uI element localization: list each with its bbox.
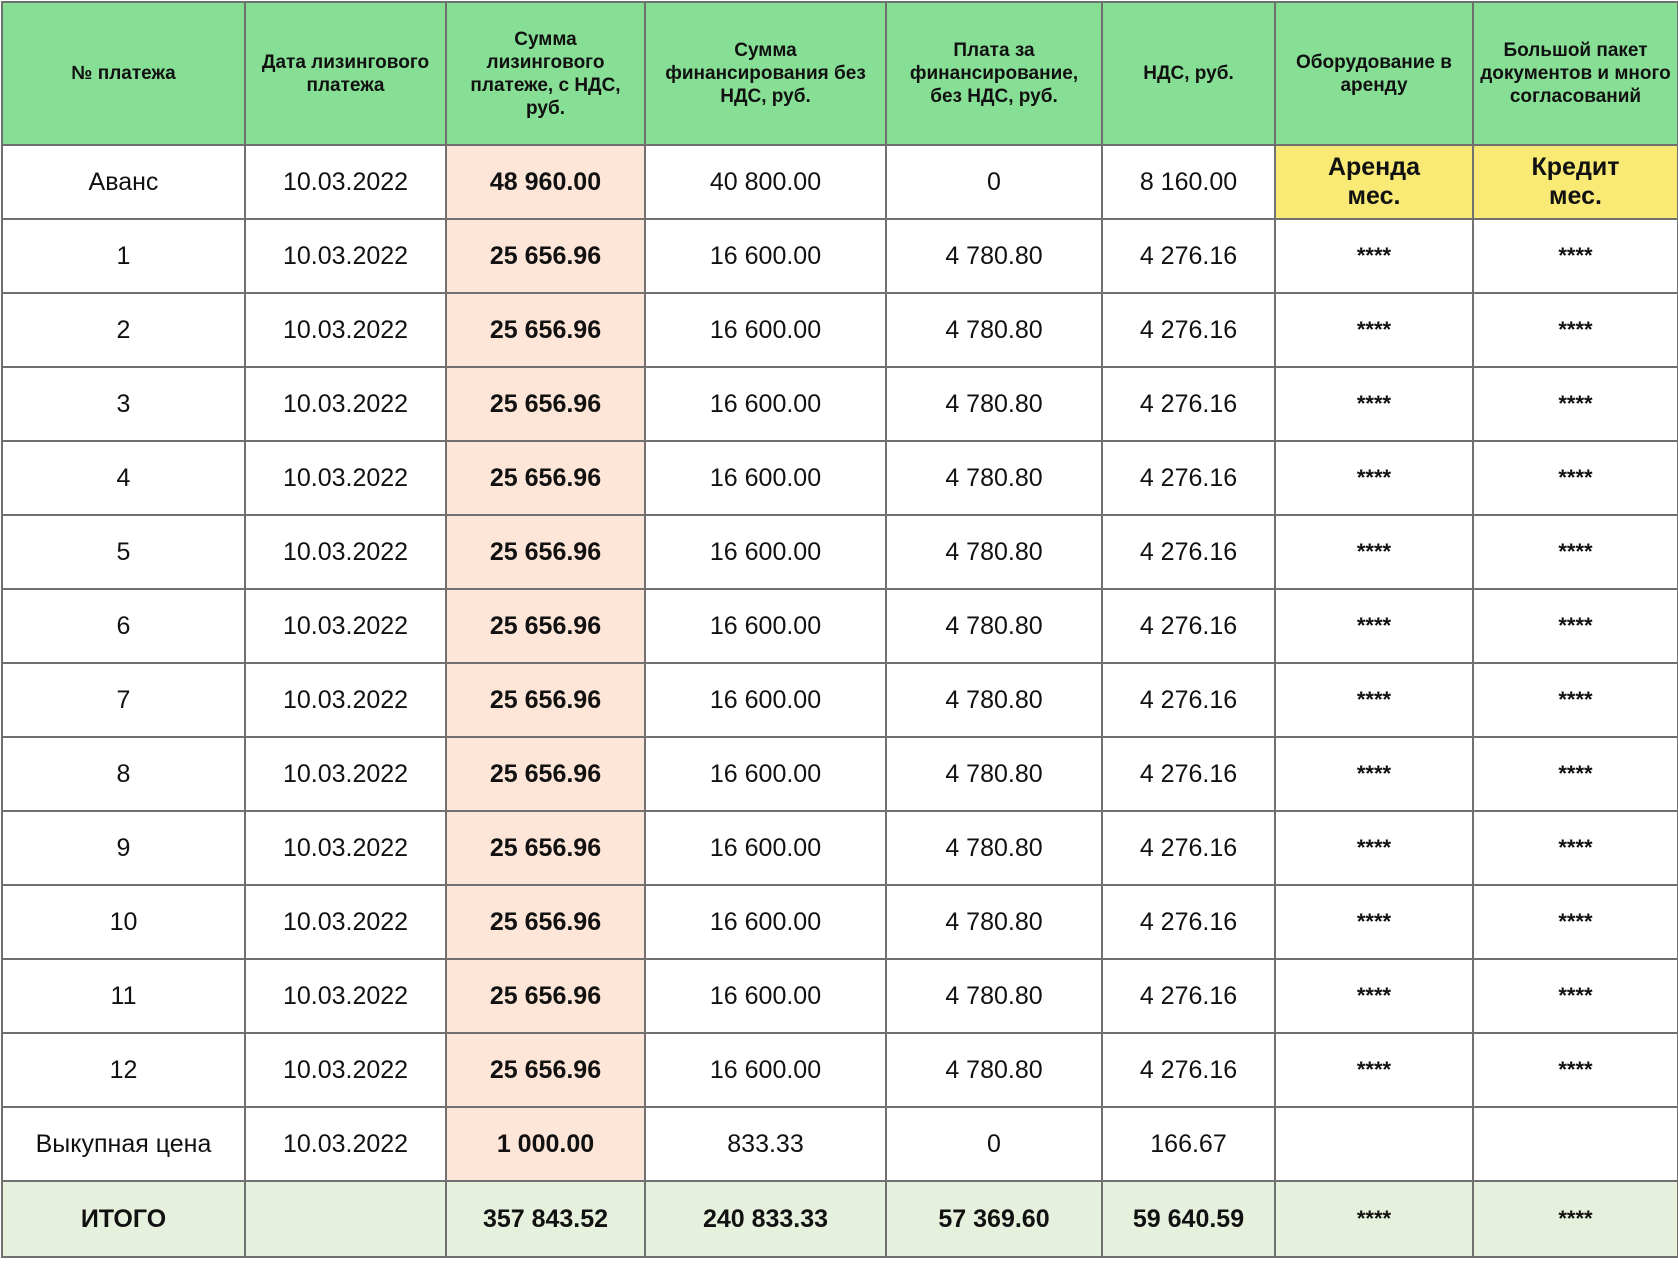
payment-row (2, 885, 1678, 959)
payment-number-cell: Выкупная цена (2, 1107, 245, 1181)
payment-row (2, 811, 1678, 885)
payment-amount-cell: 25 656.96 (446, 885, 645, 959)
payment-row (2, 1033, 1678, 1107)
fee-cell: 0 (886, 145, 1102, 219)
vat-cell: 4 276.16 (1102, 1033, 1275, 1107)
payment-number-cell: 10 (2, 885, 245, 959)
rent-cell: **** (1275, 811, 1473, 885)
date-cell: 10.03.2022 (245, 811, 446, 885)
payment-row (2, 219, 1678, 293)
total-payment-cell: 357 843.52 (446, 1181, 645, 1257)
rent-cell: **** (1275, 219, 1473, 293)
payment-number-cell: 1 (2, 219, 245, 293)
financing-cell: 16 600.00 (645, 219, 886, 293)
credit-cell: **** (1473, 367, 1678, 441)
vat-cell: 4 276.16 (1102, 515, 1275, 589)
credit-cell: **** (1473, 219, 1678, 293)
credit-cell: **** (1473, 589, 1678, 663)
payment-number-cell: 11 (2, 959, 245, 1033)
credit-cell: **** (1473, 441, 1678, 515)
rent-cell (1275, 1107, 1473, 1181)
fee-cell: 0 (886, 1107, 1102, 1181)
date-cell: 10.03.2022 (245, 737, 446, 811)
credit-unit: мес. (1549, 182, 1602, 210)
credit-cell: **** (1473, 811, 1678, 885)
credit-highlight-cell (1473, 145, 1678, 219)
date-cell: 10.03.2022 (245, 1107, 446, 1181)
vat-cell: 4 276.16 (1102, 885, 1275, 959)
date-cell: 10.03.2022 (245, 293, 446, 367)
rent-cell: **** (1275, 293, 1473, 367)
rent-cell: **** (1275, 515, 1473, 589)
rent-cell: **** (1275, 737, 1473, 811)
header-documents-package: Большой пакет документов и много согласований (1473, 2, 1678, 145)
payment-amount-cell: 48 960.00 (446, 145, 645, 219)
vat-cell: 4 276.16 (1102, 367, 1275, 441)
header-lease-payment-with-vat: Сумма лизингового платеже, с НДС, руб. (446, 2, 645, 145)
payment-amount-cell: 25 656.96 (446, 663, 645, 737)
credit-cell: **** (1473, 515, 1678, 589)
rent-cell: **** (1275, 663, 1473, 737)
header-financing-fee: Плата за финансирование, без НДС, руб. (886, 2, 1102, 145)
financing-cell: 833.33 (645, 1107, 886, 1181)
date-cell: 10.03.2022 (245, 145, 446, 219)
payment-number-cell: 8 (2, 737, 245, 811)
header-financing-without-vat: Сумма финансирования без НДС, руб. (645, 2, 886, 145)
date-cell: 10.03.2022 (245, 219, 446, 293)
credit-label: Кредит (1531, 153, 1620, 181)
date-cell: 10.03.2022 (245, 441, 446, 515)
fee-cell: 4 780.80 (886, 293, 1102, 367)
rent-cell: **** (1275, 885, 1473, 959)
date-cell: 10.03.2022 (245, 515, 446, 589)
financing-cell: 16 600.00 (645, 589, 886, 663)
vat-cell: 4 276.16 (1102, 737, 1275, 811)
rent-highlight-cell (1275, 145, 1473, 219)
date-cell: 10.03.2022 (245, 367, 446, 441)
fee-cell: 4 780.80 (886, 885, 1102, 959)
fee-cell: 4 780.80 (886, 515, 1102, 589)
credit-cell: **** (1473, 885, 1678, 959)
financing-cell: 16 600.00 (645, 959, 886, 1033)
rent-cell: **** (1275, 441, 1473, 515)
rent-unit: мес. (1347, 182, 1401, 210)
payment-number-cell: 3 (2, 367, 245, 441)
total-fee-cell: 57 369.60 (886, 1181, 1102, 1257)
buyout-row (2, 1107, 1678, 1181)
payment-row (2, 737, 1678, 811)
credit-cell: **** (1473, 737, 1678, 811)
total-row (2, 1181, 1678, 1257)
credit-cell: **** (1473, 959, 1678, 1033)
payment-number-cell: 4 (2, 441, 245, 515)
payment-amount-cell: 25 656.96 (446, 293, 645, 367)
date-cell: 10.03.2022 (245, 589, 446, 663)
header-equipment-rent: Оборудование в аренду (1275, 2, 1473, 145)
fee-cell: 4 780.80 (886, 737, 1102, 811)
payment-row (2, 663, 1678, 737)
payment-number-cell: 12 (2, 1033, 245, 1107)
payment-number-cell: 7 (2, 663, 245, 737)
fee-cell: 4 780.80 (886, 219, 1102, 293)
credit-cell: **** (1473, 663, 1678, 737)
rent-label: Аренда (1327, 153, 1421, 181)
financing-cell: 16 600.00 (645, 737, 886, 811)
payment-number-cell: 5 (2, 515, 245, 589)
payment-amount-cell: 25 656.96 (446, 441, 645, 515)
payment-number-cell: 6 (2, 589, 245, 663)
payment-row (2, 589, 1678, 663)
payment-number-cell: 2 (2, 293, 245, 367)
total-label-cell: ИТОГО (2, 1181, 245, 1257)
total-credit-cell: **** (1473, 1181, 1678, 1257)
total-rent-cell: **** (1275, 1181, 1473, 1257)
financing-cell: 16 600.00 (645, 367, 886, 441)
payment-row (2, 959, 1678, 1033)
payment-amount-cell: 25 656.96 (446, 367, 645, 441)
rent-cell: **** (1275, 1033, 1473, 1107)
vat-cell: 4 276.16 (1102, 663, 1275, 737)
payment-amount-cell: 25 656.96 (446, 219, 645, 293)
payment-amount-cell: 1 000.00 (446, 1107, 645, 1181)
payment-amount-cell: 25 656.96 (446, 959, 645, 1033)
date-cell: 10.03.2022 (245, 663, 446, 737)
payment-amount-cell: 25 656.96 (446, 737, 645, 811)
fee-cell: 4 780.80 (886, 1033, 1102, 1107)
financing-cell: 16 600.00 (645, 663, 886, 737)
payment-row (2, 441, 1678, 515)
rent-cell: **** (1275, 367, 1473, 441)
financing-cell: 16 600.00 (645, 441, 886, 515)
fee-cell: 4 780.80 (886, 367, 1102, 441)
fee-cell: 4 780.80 (886, 589, 1102, 663)
credit-cell: **** (1473, 293, 1678, 367)
advance-row (2, 145, 1678, 219)
total-vat-cell: 59 640.59 (1102, 1181, 1275, 1257)
vat-cell: 4 276.16 (1102, 811, 1275, 885)
payment-number-cell: Аванс (2, 145, 245, 219)
leasing-schedule-table (1, 1, 1678, 1258)
financing-cell: 16 600.00 (645, 1033, 886, 1107)
total-date-cell (245, 1181, 446, 1257)
vat-cell: 4 276.16 (1102, 441, 1275, 515)
payment-number-cell: 9 (2, 811, 245, 885)
fee-cell: 4 780.80 (886, 811, 1102, 885)
credit-cell: **** (1473, 1033, 1678, 1107)
vat-cell: 4 276.16 (1102, 219, 1275, 293)
total-financing-cell: 240 833.33 (645, 1181, 886, 1257)
date-cell: 10.03.2022 (245, 959, 446, 1033)
fee-cell: 4 780.80 (886, 663, 1102, 737)
header-payment-date: Дата лизингового платежа (245, 2, 446, 145)
vat-cell: 8 160.00 (1102, 145, 1275, 219)
payment-row (2, 515, 1678, 589)
vat-cell: 4 276.16 (1102, 589, 1275, 663)
credit-cell (1473, 1107, 1678, 1181)
financing-cell: 40 800.00 (645, 145, 886, 219)
fee-cell: 4 780.80 (886, 959, 1102, 1033)
fee-cell: 4 780.80 (886, 441, 1102, 515)
payment-amount-cell: 25 656.96 (446, 515, 645, 589)
payment-amount-cell: 25 656.96 (446, 589, 645, 663)
financing-cell: 16 600.00 (645, 811, 886, 885)
financing-cell: 16 600.00 (645, 293, 886, 367)
payment-row (2, 293, 1678, 367)
header-row (2, 2, 1678, 145)
vat-cell: 4 276.16 (1102, 293, 1275, 367)
header-payment-number: № платежа (2, 2, 245, 145)
vat-cell: 4 276.16 (1102, 959, 1275, 1033)
header-vat: НДС, руб. (1102, 2, 1275, 145)
payment-row (2, 367, 1678, 441)
payment-amount-cell: 25 656.96 (446, 811, 645, 885)
vat-cell: 166.67 (1102, 1107, 1275, 1181)
date-cell: 10.03.2022 (245, 885, 446, 959)
date-cell: 10.03.2022 (245, 1033, 446, 1107)
rent-cell: **** (1275, 589, 1473, 663)
payment-amount-cell: 25 656.96 (446, 1033, 645, 1107)
rent-cell: **** (1275, 959, 1473, 1033)
financing-cell: 16 600.00 (645, 885, 886, 959)
financing-cell: 16 600.00 (645, 515, 886, 589)
